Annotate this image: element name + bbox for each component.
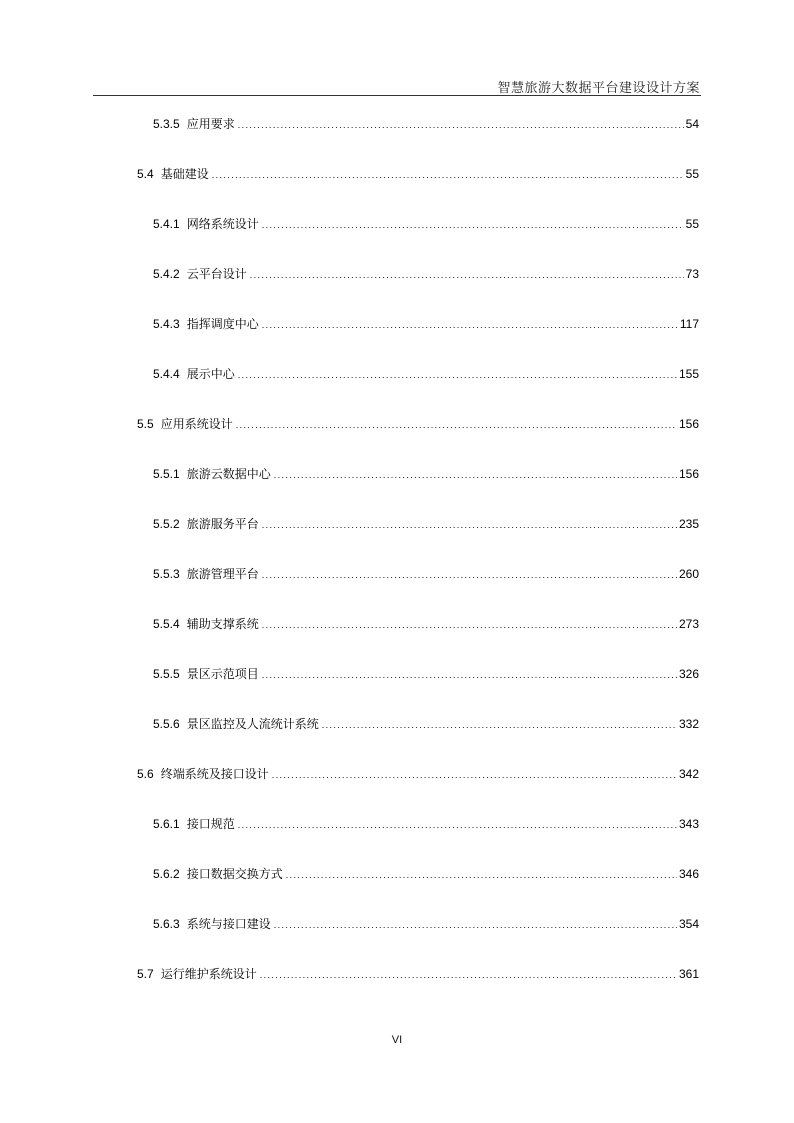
- toc-dot-leader: [262, 617, 677, 633]
- toc-entry[interactable]: [137, 166, 699, 182]
- toc-dot-leader: [238, 817, 677, 833]
- toc-dot-leader: [236, 417, 677, 433]
- toc-entry-title: 指挥调度中心: [186, 317, 259, 331]
- toc-entry-title: 展示中心: [186, 367, 235, 381]
- toc-entry-page: 155: [678, 367, 699, 381]
- toc-entry-number: 5.6: [137, 767, 154, 781]
- toc-entry[interactable]: [137, 416, 699, 432]
- toc-entry-number: 5.4.1: [153, 217, 180, 231]
- toc-entry[interactable]: [137, 766, 699, 782]
- toc-entry[interactable]: [153, 916, 699, 932]
- toc-entry-page: 273: [678, 617, 699, 631]
- toc-entry-page: 346: [678, 867, 699, 881]
- toc-entry[interactable]: [153, 316, 699, 332]
- toc-entry-page: 343: [678, 817, 699, 831]
- toc-entry[interactable]: [153, 516, 699, 532]
- toc-entry-number: 5.5.5: [153, 667, 180, 681]
- toc-entry-number: 5.6.1: [153, 817, 180, 831]
- toc-entry-page: 73: [685, 267, 699, 281]
- toc-entry-page: 156: [678, 467, 699, 481]
- toc-entry-title: 基础建设: [160, 167, 209, 181]
- toc-entry[interactable]: [137, 966, 699, 982]
- toc-dot-leader: [322, 717, 677, 733]
- toc-entry[interactable]: [153, 816, 699, 832]
- toc-entry-number: 5.5: [137, 417, 154, 431]
- toc-entry-number: 5.4.2: [153, 267, 180, 281]
- toc-entry[interactable]: [153, 666, 699, 682]
- toc-dot-leader: [272, 767, 677, 783]
- toc-dot-leader: [212, 167, 684, 183]
- toc-entry-title: 景区示范项目: [186, 667, 259, 681]
- toc-entry-title: 运行维护系统设计: [160, 967, 257, 981]
- toc-dot-leader: [274, 467, 677, 483]
- toc-entry-number: 5.7: [137, 967, 154, 981]
- toc-entry[interactable]: [153, 466, 699, 482]
- document-header-title: 智慧旅游大数据平台建设设计方案: [497, 81, 700, 96]
- toc-entry-page: 55: [685, 167, 699, 181]
- toc-entry-title: 辅助支撑系统: [186, 617, 259, 631]
- toc-entry-page: 156: [678, 417, 699, 431]
- toc-dot-leader: [262, 217, 684, 233]
- toc-entry[interactable]: [153, 616, 699, 632]
- toc-entry-page: 55: [685, 217, 699, 231]
- footer-page-number: VI: [391, 1034, 403, 1046]
- toc-entry-number: 5.4.4: [153, 367, 180, 381]
- toc-entry-number: 5.5.4: [153, 617, 180, 631]
- toc-entry-title: 终端系统及接口设计: [160, 767, 269, 781]
- toc-entry-title: 系统与接口建设: [186, 917, 271, 931]
- toc-entry-page: 117: [679, 317, 699, 331]
- toc-dot-leader: [260, 967, 677, 983]
- toc-entry-page: 332: [678, 717, 699, 731]
- toc-entry-title: 应用系统设计: [160, 417, 233, 431]
- toc-entry-page: 54: [685, 117, 699, 131]
- toc-dot-leader: [238, 117, 684, 133]
- toc-entry-page: 235: [678, 517, 699, 531]
- toc-dot-leader: [250, 267, 684, 283]
- toc-entry-number: 5.6.3: [153, 917, 180, 931]
- header-divider: [93, 95, 701, 96]
- toc-entry-title: 应用要求: [186, 117, 235, 131]
- toc-entry[interactable]: [153, 216, 699, 232]
- toc-dot-leader: [262, 567, 677, 583]
- toc-entry-title: 旅游云数据中心: [186, 467, 271, 481]
- toc-entry[interactable]: [153, 366, 699, 382]
- toc-dot-leader: [262, 517, 677, 533]
- toc-entry-title: 景区监控及人流统计系统: [186, 717, 319, 731]
- toc-entry-title: 接口规范: [186, 817, 235, 831]
- toc-entry-page: 342: [678, 767, 699, 781]
- toc-entry-title: 云平台设计: [186, 267, 247, 281]
- toc-entry-number: 5.6.2: [153, 867, 180, 881]
- toc-dot-leader: [286, 867, 677, 883]
- toc-entry-page: 361: [678, 967, 699, 981]
- toc-entry-page: 260: [678, 567, 699, 581]
- toc-entry-title: 接口数据交换方式: [186, 867, 283, 881]
- toc-dot-leader: [262, 667, 677, 683]
- toc-entry[interactable]: [153, 566, 699, 582]
- toc-entry-number: 5.5.2: [153, 517, 180, 531]
- toc-entry-number: 5.5.3: [153, 567, 180, 581]
- toc-entry-number: 5.5.1: [153, 467, 180, 481]
- toc-entry[interactable]: [153, 866, 699, 882]
- toc-entry[interactable]: [153, 716, 699, 732]
- toc-entry-number: 5.3.5: [153, 117, 180, 131]
- toc-entry-title: 旅游服务平台: [186, 517, 259, 531]
- toc-entry-title: 旅游管理平台: [186, 567, 259, 581]
- toc-entry[interactable]: [153, 116, 699, 132]
- toc-dot-leader: [262, 317, 678, 333]
- toc-entry-number: 5.4.3: [153, 317, 180, 331]
- toc-entry-page: 354: [678, 917, 699, 931]
- toc-entry-page: 326: [678, 667, 699, 681]
- toc-entry[interactable]: [153, 266, 699, 282]
- toc-entry-title: 网络系统设计: [186, 217, 259, 231]
- toc-dot-leader: [274, 917, 677, 933]
- toc-entry-number: 5.5.6: [153, 717, 180, 731]
- toc-entry-number: 5.4: [137, 167, 154, 181]
- toc-dot-leader: [238, 367, 677, 383]
